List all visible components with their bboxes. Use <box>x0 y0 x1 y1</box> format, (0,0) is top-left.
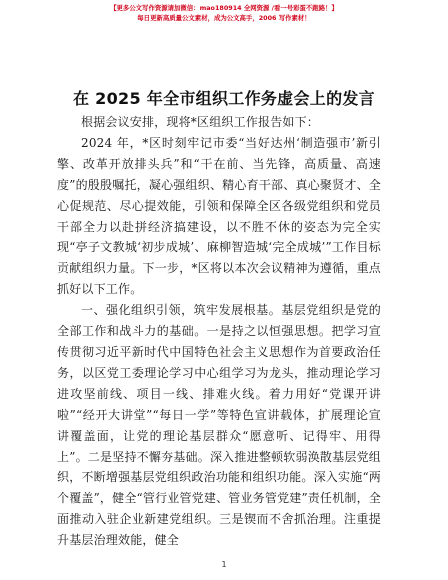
paragraph-intro: 根据会议安排，现将*区组织工作报告如下： <box>81 115 320 129</box>
document-title: 在 2025 年全市组织工作务虚会上的发言 <box>73 89 375 108</box>
paragraph-section-one: 一、强化组织引领，筑牢发展根基。基层党组织是党的全部工作和战斗力的基础。一是持之以恒强思想。把学习宣传贯彻习近平新时代中国特色社会主义思想作为首要政治任务，以区党工委理论学习中心组学习为龙头，推动理论学习进攻坚前线、项目一线、排难火线。着力用好“党课开讲啦”“经开大讲堂”“每日一学”等特色宣讲载体，扩展理论宣讲覆盖面，让党的理论基层群众“愿意听、记得牢、用得上”。二是坚持不懈夯基础。深入推进整顿软弱涣散基层党组织，不断增强基层党组织政治功能和组织功能。深入实施“两个覆盖”，健全“管行业管党建、管业务管党建”责任机制，全面推动入驻企业新建党组织。三是锲而不舍抓治理。注重提升基层治理效能，健全 <box>57 303 382 548</box>
document-body <box>57 112 381 551</box>
promo-banner-line1: 【更多公文写作资源请加微信：mao180914 全网资源 /看一号彩蛋不跑路！】 <box>110 4 338 12</box>
page-number: 1 <box>221 560 227 569</box>
promo-banner <box>0 3 448 23</box>
promo-banner-line2: 每日更新高质量公文素材，成为公文高手，2006 写作素材！ <box>137 14 311 22</box>
paragraph-summary: 2024 年，*区时刻牢记市委“当好达州‘制造强市’新引擎、改革开放排头兵”和“干在前、当先锋，高质量、高速度”的殷殷嘱托，凝心强组织、精心育干部、真心聚贤才、全心促规范、尽心提效能，引领和保障全区各级党组织和党员干部全力以赴拼经济搞建设，以不胜不休的姿态为完全实现“亭子文教城‘初步成城’、麻柳智造城‘完全成城’”工作目标贡献组织力量。下一步，*区将以本次会议精神为遵循，重点抓好以下工作。 <box>57 135 381 297</box>
